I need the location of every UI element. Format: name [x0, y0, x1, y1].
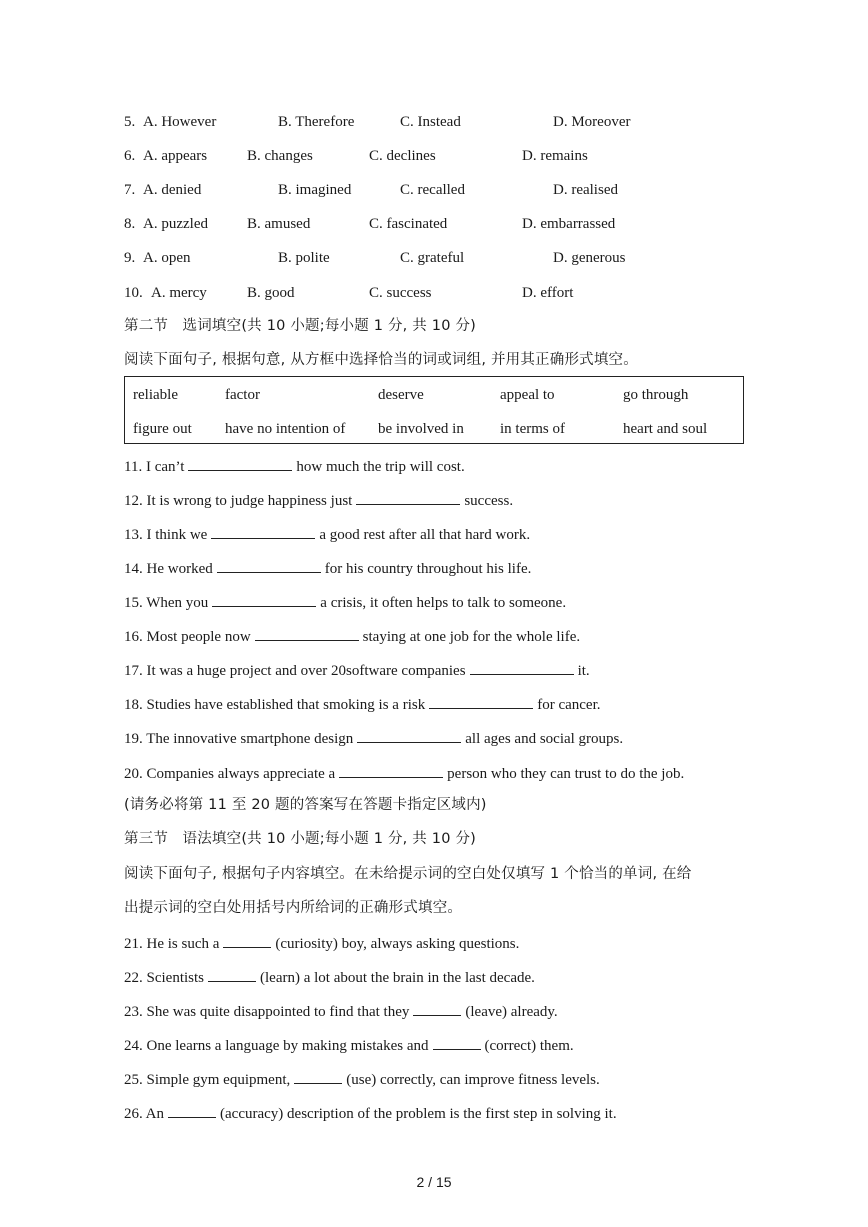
answer-blank: [211, 523, 315, 539]
answer-blank: [188, 455, 292, 471]
question: 19. The innovative smartphone design all ages and social groups.: [124, 727, 623, 749]
choice-row: 9. A. open B. polite C. grateful D. generous: [124, 250, 626, 266]
choice-row: 7. A. denied B. imagined C. recalled D. realised: [124, 182, 618, 198]
question: 16. Most people now staying at one job for the whole life.: [124, 625, 580, 647]
answer-blank: [217, 557, 321, 573]
section-instruction: 出提示词的空白处用括号内所给词的正确形式填空。: [124, 900, 463, 916]
answer-blank: [294, 1068, 342, 1084]
question: 20. Companies always appreciate a person who they can trust to do the job.: [124, 762, 684, 784]
word-option: heart and soul: [623, 421, 708, 437]
question: 12. It is wrong to judge happiness just success.: [124, 489, 513, 511]
word-option: have no intention of: [225, 421, 346, 437]
answer-blank: [357, 727, 461, 743]
word-box: [124, 376, 744, 444]
answer-blank: [339, 762, 443, 778]
question: 18. Studies have established that smoking is a risk for cancer.: [124, 693, 601, 715]
answer-blank: [356, 489, 460, 505]
answer-blank: [413, 1000, 461, 1016]
answer-blank: [433, 1034, 481, 1050]
word-option: go through: [623, 387, 689, 403]
question: 25. Simple gym equipment, (use) correctly, can improve fitness levels.: [124, 1068, 600, 1090]
question: 24. One learns a language by making mistakes and (correct) them.: [124, 1034, 574, 1056]
answer-blank: [470, 659, 574, 675]
question: 22. Scientists (learn) a lot about the brain in the last decade.: [124, 966, 535, 988]
question: 14. He worked for his country throughout his life.: [124, 557, 531, 579]
choice-row: 5. A. However B. Therefore C. Instead D. Moreover: [124, 114, 631, 130]
word-option: deserve: [378, 387, 424, 403]
answer-blank: [208, 966, 256, 982]
section-instruction: 阅读下面句子, 根据句意, 从方框中选择恰当的词或词组, 并用其正确形式填空。: [124, 352, 638, 368]
page-number: 2 / 15: [416, 1174, 452, 1190]
section-heading: 第二节 选词填空(共 10 小题;每小题 1 分, 共 10 分): [124, 318, 477, 334]
question: 23. She was quite disappointed to find that they (leave) already.: [124, 1000, 558, 1022]
word-option: factor: [225, 387, 260, 403]
question: 15. When you a crisis, it often helps to talk to someone.: [124, 591, 566, 613]
word-option: appeal to: [500, 387, 555, 403]
question: 26. An (accuracy) description of the problem is the first step in solving it.: [124, 1102, 617, 1124]
answer-note: (请务必将第 11 至 20 题的答案写在答题卡指定区域内): [124, 797, 487, 813]
answer-blank: [429, 693, 533, 709]
question: 21. He is such a (curiosity) boy, always asking questions.: [124, 932, 519, 954]
answer-blank: [223, 932, 271, 948]
question: 13. I think we a good rest after all that hard work.: [124, 523, 530, 545]
word-option: in terms of: [500, 421, 565, 437]
answer-blank: [212, 591, 316, 607]
word-option: reliable: [133, 387, 178, 403]
word-option: be involved in: [378, 421, 464, 437]
choice-row: 10. A. mercy B. good C. success D. effort: [124, 285, 574, 301]
answer-blank: [168, 1102, 216, 1118]
word-option: figure out: [133, 421, 192, 437]
answer-blank: [255, 625, 359, 641]
choice-row: 6. A. appears B. changes C. declines D. remains: [124, 148, 588, 164]
question: 11. I can’t how much the trip will cost.: [124, 455, 465, 477]
question: 17. It was a huge project and over 20software companies it.: [124, 659, 590, 681]
section-instruction: 阅读下面句子, 根据句子内容填空。在未给提示词的空白处仅填写 1 个恰当的单词, 在给: [124, 866, 692, 882]
section-heading: 第三节 语法填空(共 10 小题;每小题 1 分, 共 10 分): [124, 831, 477, 847]
choice-row: 8. A. puzzled B. amused C. fascinated D. embarrassed: [124, 216, 616, 232]
